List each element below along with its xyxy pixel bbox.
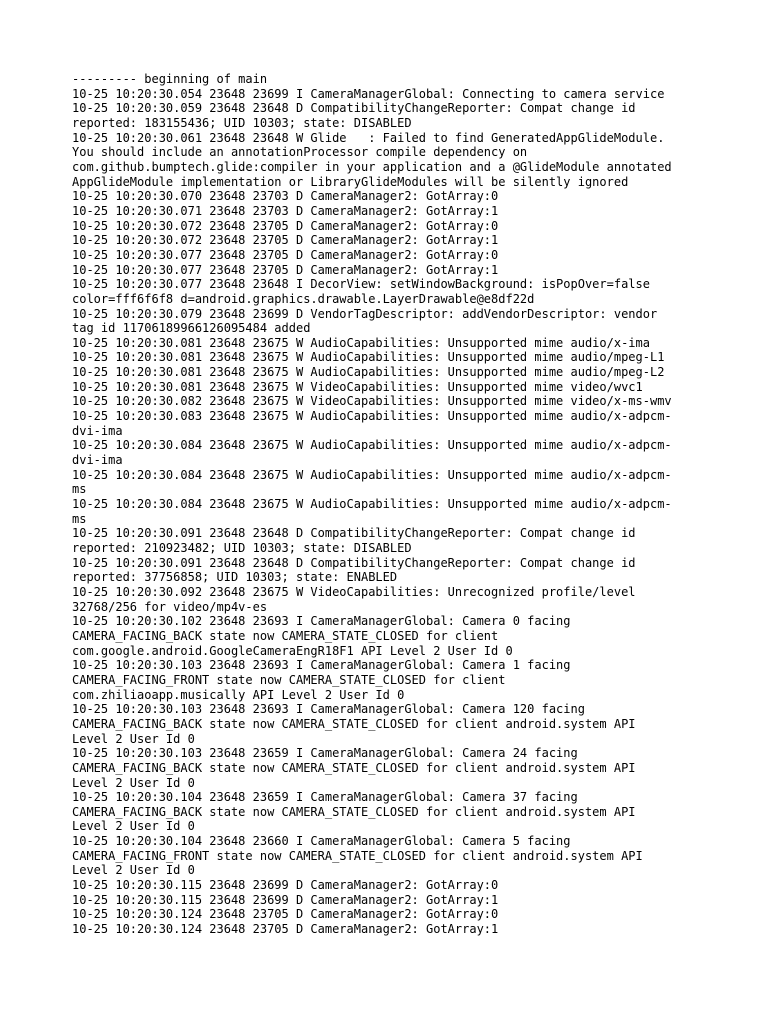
log-line: 10-25 10:20:30.071 23648 23703 D CameraManager2: GotArray:1 xyxy=(72,203,499,218)
log-line: 10-25 10:20:30.072 23648 23705 D CameraManager2: GotArray:0 xyxy=(72,218,499,233)
log-line: 10-25 10:20:30.103 23648 23693 I CameraManagerGlobal: Camera 1 facing xyxy=(72,658,571,673)
log-line: 10-25 10:20:30.084 23648 23675 W AudioCapabilities: Unsupported mime audio/x-adpcm- xyxy=(72,497,672,512)
log-line: 10-25 10:20:30.092 23648 23675 W VideoCapabilities: Unrecognized profile/level xyxy=(72,584,636,599)
log-line: 10-25 10:20:30.115 23648 23699 D CameraManager2: GotArray:1 xyxy=(72,892,499,907)
log-line: 10-25 10:20:30.103 23648 23659 I CameraManagerGlobal: Camera 24 facing xyxy=(72,746,578,761)
log-line: 10-25 10:20:30.091 23648 23648 D CompatibilityChangeReporter: Compat change id xyxy=(72,555,636,570)
log-line: Level 2 User Id 0 xyxy=(72,863,195,878)
log-line: com.github.bumptech.glide:compiler in your application and a @GlideModule annotated xyxy=(72,159,672,174)
log-line: CAMERA_FACING_BACK state now CAMERA_STATE_CLOSED for client android.system API xyxy=(72,760,636,775)
log-line: 10-25 10:20:30.104 23648 23660 I CameraManagerGlobal: Camera 5 facing xyxy=(72,834,571,849)
log-line: 10-25 10:20:30.103 23648 23693 I CameraManagerGlobal: Camera 120 facing xyxy=(72,702,585,717)
log-line: 10-25 10:20:30.081 23648 23675 W AudioCapabilities: Unsupported mime audio/mpeg-L1 xyxy=(72,350,665,365)
log-line: reported: 183155436; UID 10303; state: DISABLED xyxy=(72,115,412,130)
log-line: CAMERA_FACING_FRONT state now CAMERA_STATE_CLOSED for client android.system API xyxy=(72,848,643,863)
log-line: Level 2 User Id 0 xyxy=(72,819,195,834)
log-line: 10-25 10:20:30.061 23648 23648 W Glide : Failed to find GeneratedAppGlideModule. xyxy=(72,130,665,145)
log-line: CAMERA_FACING_BACK state now CAMERA_STATE_CLOSED for client android.system API xyxy=(72,804,636,819)
log-line: color=fff6f6f8 d=android.graphics.drawable.LayerDrawable@e8df22d xyxy=(72,291,535,306)
log-line: com.google.android.GoogleCameraEngR18F1 API Level 2 User Id 0 xyxy=(72,643,513,658)
log-line: dvi-ima xyxy=(72,423,123,438)
log-line: 10-25 10:20:30.081 23648 23675 W VideoCapabilities: Unsupported mime video/wvc1 xyxy=(72,379,643,394)
log-line: AppGlideModule implementation or LibraryGlideModules will be silently ignored xyxy=(72,174,629,189)
log-line: 10-25 10:20:30.077 23648 23648 I DecorView: setWindowBackground: isPopOver=false xyxy=(72,277,650,292)
log-line: CAMERA_FACING_FRONT state now CAMERA_STATE_CLOSED for client xyxy=(72,672,506,687)
log-line: 10-25 10:20:30.079 23648 23699 D VendorTagDescriptor: addVendorDescriptor: vendor xyxy=(72,306,658,321)
log-line: 10-25 10:20:30.091 23648 23648 D CompatibilityChangeReporter: Compat change id xyxy=(72,526,636,541)
log-line: 10-25 10:20:30.115 23648 23699 D CameraManager2: GotArray:0 xyxy=(72,878,499,893)
log-line: 10-25 10:20:30.082 23648 23675 W VideoCapabilities: Unsupported mime video/x-ms-wmv xyxy=(72,394,672,409)
log-line: tag id 11706189966126095484 added xyxy=(72,321,311,336)
log-line: dvi-ima xyxy=(72,453,123,468)
log-line: 10-25 10:20:30.072 23648 23705 D CameraManager2: GotArray:1 xyxy=(72,233,499,248)
log-output xyxy=(72,72,712,937)
log-line: 10-25 10:20:30.083 23648 23675 W AudioCapabilities: Unsupported mime audio/x-adpcm- xyxy=(72,409,672,424)
log-line: 10-25 10:20:30.081 23648 23675 W AudioCapabilities: Unsupported mime audio/x-ima xyxy=(72,335,650,350)
log-line: 10-25 10:20:30.081 23648 23675 W AudioCapabilities: Unsupported mime audio/mpeg-L2 xyxy=(72,365,665,380)
log-line: 10-25 10:20:30.077 23648 23705 D CameraManager2: GotArray:0 xyxy=(72,247,499,262)
log-line: reported: 210923482; UID 10303; state: DISABLED xyxy=(72,541,412,555)
log-line: ms xyxy=(72,482,87,497)
log-line: CAMERA_FACING_BACK state now CAMERA_STATE_CLOSED for client xyxy=(72,628,499,643)
log-line: 10-25 10:20:30.059 23648 23648 D CompatibilityChangeReporter: Compat change id xyxy=(72,101,636,116)
log-line: 10-25 10:20:30.084 23648 23675 W AudioCapabilities: Unsupported mime audio/x-adpcm- xyxy=(72,438,672,453)
log-line: 10-25 10:20:30.077 23648 23705 D CameraManager2: GotArray:1 xyxy=(72,262,499,277)
log-line: You should include an annotationProcessor compile dependency on xyxy=(72,145,528,160)
log-line: 32768/256 for video/mp4v-es xyxy=(72,599,268,614)
log-line: reported: 37756858; UID 10303; state: ENABLED xyxy=(72,570,398,585)
log-line: 10-25 10:20:30.070 23648 23703 D CameraManager2: GotArray:0 xyxy=(72,189,499,204)
log-line: Level 2 User Id 0 xyxy=(72,775,195,790)
log-line: ms xyxy=(72,511,87,526)
log-line: 10-25 10:20:30.124 23648 23705 D CameraManager2: GotArray:1 xyxy=(72,922,499,937)
log-line: 10-25 10:20:30.124 23648 23705 D CameraManager2: GotArray:0 xyxy=(72,907,499,922)
log-line: 10-25 10:20:30.102 23648 23693 I CameraManagerGlobal: Camera 0 facing xyxy=(72,614,571,629)
log-line: com.zhiliaoapp.musically API Level 2 User Id 0 xyxy=(72,687,405,702)
log-line: 10-25 10:20:30.054 23648 23699 I CameraManagerGlobal: Connecting to camera service xyxy=(72,86,665,101)
log-line: --------- beginning of main xyxy=(72,72,268,86)
log-line: Level 2 User Id 0 xyxy=(72,731,195,746)
log-line: CAMERA_FACING_BACK state now CAMERA_STATE_CLOSED for client android.system API xyxy=(72,716,636,731)
log-line: 10-25 10:20:30.104 23648 23659 I CameraManagerGlobal: Camera 37 facing xyxy=(72,790,578,805)
log-line: 10-25 10:20:30.084 23648 23675 W AudioCapabilities: Unsupported mime audio/x-adpcm- xyxy=(72,467,672,482)
